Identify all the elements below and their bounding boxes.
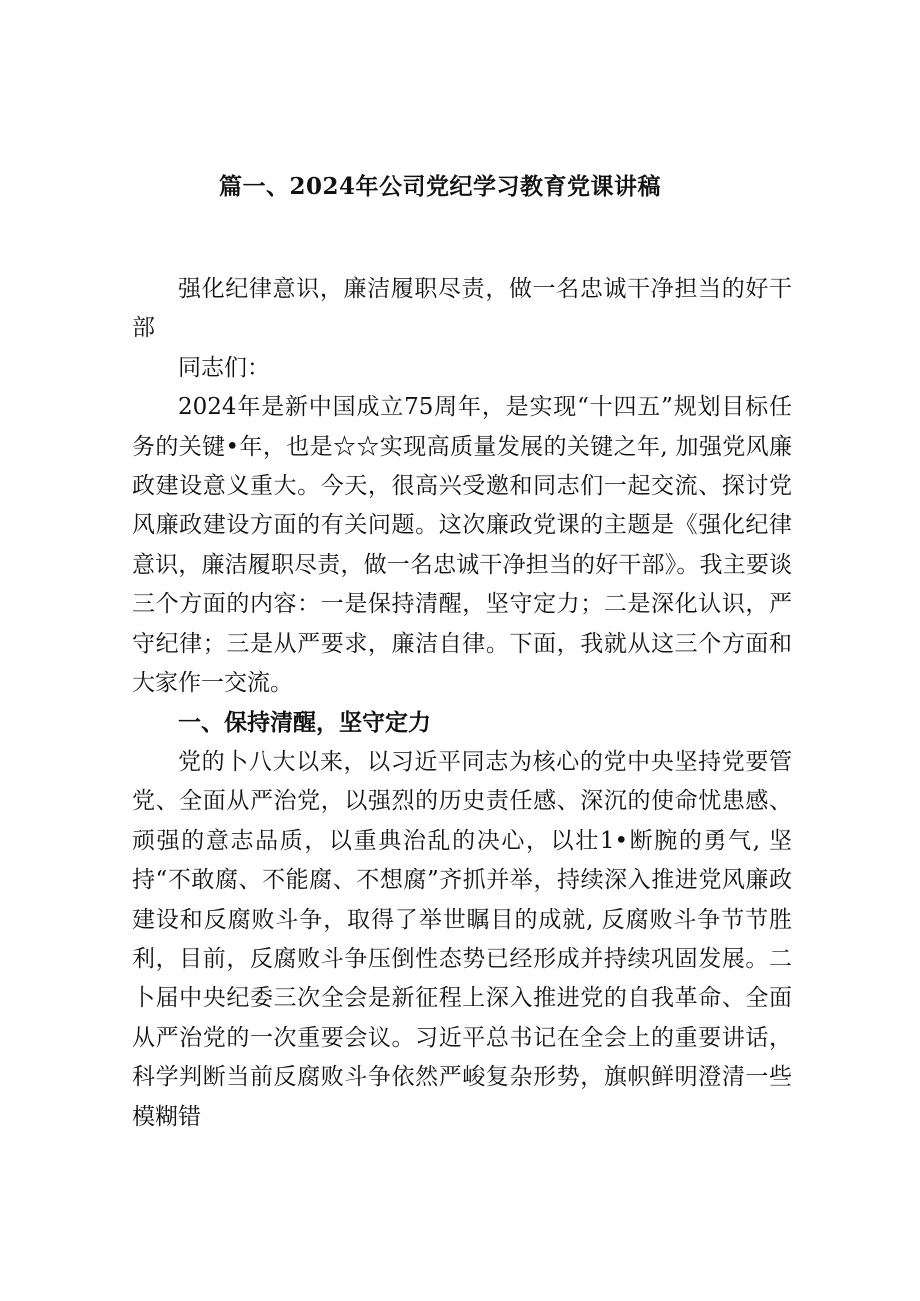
intro-paragraph: 2024年是新中国成立75周年，是实现“十四五”规划目标任务的关键•年，也是☆☆实现高质量发展的关键之年, 加强党风廉政建设意义重大。今天，很高兴受邀和同志们一起交流、探讨党风廉政建设方面的有关问题。这次廉政党课的主题是《强化纪律意识，廉洁履职尽责，做一名忠诚干净担当的好干部》。我主要谈三个方面的内容：一是保持清醒，坚守定力；二是深化认识，严守纪律；三是从严要求，廉洁自律。下面，我就从这三个方面和大家作一交流。	[132, 394, 792, 697]
speech-subtitle: 强化纪律意识，廉洁履职尽责，做一名忠诚干净担当的好干部	[132, 276, 792, 342]
section-1-paragraph: 党的卜八大以来，以习近平同志为核心的党中央坚持党要管党、全面从严治党，以强烈的历史责任感、深沉的使命忧患感、顽强的意志品质，以重典治乱的决心，以壮1•断腕的勇气, 坚持“不敢腐、不能腐、不想腐”齐抓并举，持续深入推进党风廉政建设和反腐败斗争，取得了举世瞩目的成就, 反腐败斗争节节胜利，目前，反腐败斗争压倒性态势已经形成并持续巩固发展。二卜届中央纪委三次全会是新征程上深入推进党的自我革命、全面从严治党的一次重要会议。习近平总书记在全会上的重要讲话，科学判断当前反腐败斗争依然严峻复杂形势，旗帜鲜明澄清一些模糊错	[132, 748, 792, 1130]
document-title: 篇一、2024年公司党纪学习教育党课讲稿	[218, 173, 661, 200]
document-body	[132, 270, 792, 1137]
section-heading-1: 一、保持清醒，坚守定力	[178, 709, 431, 737]
salutation: 同志们：	[178, 354, 270, 381]
